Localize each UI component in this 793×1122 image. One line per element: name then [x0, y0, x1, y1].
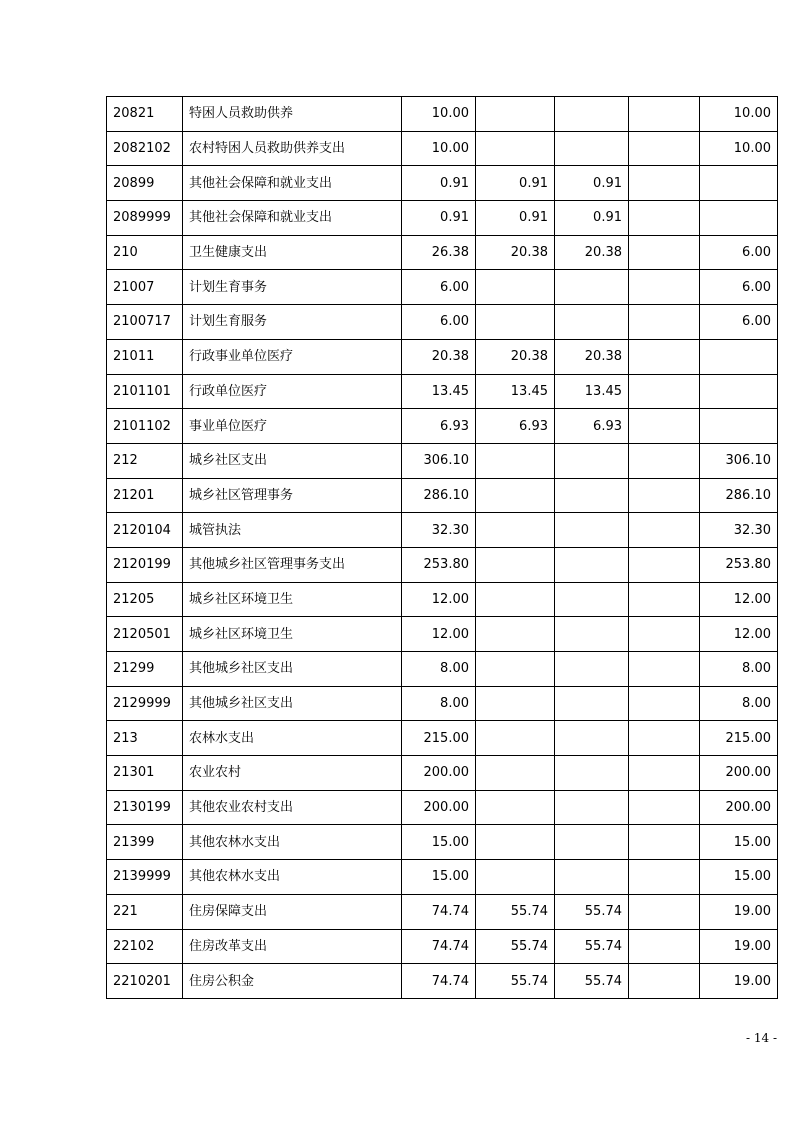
cell-total: 74.74 [402, 929, 476, 964]
cell-item-name: 计划生育事务 [183, 270, 402, 305]
cell-code: 21201 [107, 478, 183, 513]
cell-project-expenditure: 10.00 [700, 97, 778, 132]
cell-basic-expenditure [476, 825, 555, 860]
cell-code: 2120199 [107, 547, 183, 582]
cell-personnel-expenditure: 55.74 [555, 964, 629, 999]
cell-code: 20821 [107, 97, 183, 132]
cell-basic-expenditure [476, 860, 555, 895]
cell-personnel-expenditure [555, 617, 629, 652]
cell-public-expenditure [629, 964, 700, 999]
cell-public-expenditure [629, 131, 700, 166]
cell-project-expenditure: 6.00 [700, 305, 778, 340]
cell-code: 2089999 [107, 201, 183, 236]
cell-total: 74.74 [402, 964, 476, 999]
cell-personnel-expenditure [555, 756, 629, 791]
cell-total: 20.38 [402, 339, 476, 374]
cell-personnel-expenditure [555, 131, 629, 166]
cell-code: 2210201 [107, 964, 183, 999]
cell-project-expenditure: 10.00 [700, 131, 778, 166]
cell-public-expenditure [629, 443, 700, 478]
cell-total: 253.80 [402, 547, 476, 582]
table-row [107, 305, 778, 340]
cell-personnel-expenditure [555, 721, 629, 756]
cell-item-name: 城管执法 [183, 513, 402, 548]
table-row [107, 686, 778, 721]
cell-personnel-expenditure [555, 860, 629, 895]
cell-personnel-expenditure [555, 582, 629, 617]
cell-public-expenditure [629, 478, 700, 513]
cell-code: 21011 [107, 339, 183, 374]
cell-public-expenditure [629, 374, 700, 409]
cell-public-expenditure [629, 825, 700, 860]
cell-basic-expenditure [476, 652, 555, 687]
cell-total: 12.00 [402, 617, 476, 652]
table-row [107, 131, 778, 166]
cell-code: 210 [107, 235, 183, 270]
cell-public-expenditure [629, 652, 700, 687]
cell-project-expenditure: 6.00 [700, 235, 778, 270]
cell-project-expenditure: 19.00 [700, 929, 778, 964]
table-body [107, 97, 778, 999]
cell-total: 6.00 [402, 305, 476, 340]
cell-public-expenditure [629, 97, 700, 132]
cell-basic-expenditure [476, 443, 555, 478]
budget-table [106, 96, 778, 999]
cell-basic-expenditure [476, 513, 555, 548]
cell-basic-expenditure [476, 270, 555, 305]
cell-public-expenditure [629, 547, 700, 582]
cell-project-expenditure: 8.00 [700, 686, 778, 721]
page-number: - 14 - [745, 1031, 777, 1045]
cell-personnel-expenditure: 55.74 [555, 894, 629, 929]
cell-basic-expenditure [476, 131, 555, 166]
cell-basic-expenditure [476, 97, 555, 132]
cell-total: 215.00 [402, 721, 476, 756]
cell-total: 15.00 [402, 825, 476, 860]
cell-item-name: 城乡社区支出 [183, 443, 402, 478]
cell-personnel-expenditure [555, 443, 629, 478]
cell-item-name: 特困人员救助供养 [183, 97, 402, 132]
cell-basic-expenditure: 6.93 [476, 409, 555, 444]
cell-code: 21299 [107, 652, 183, 687]
cell-item-name: 城乡社区环境卫生 [183, 582, 402, 617]
cell-code: 21007 [107, 270, 183, 305]
cell-total: 8.00 [402, 652, 476, 687]
cell-project-expenditure: 19.00 [700, 964, 778, 999]
cell-total: 200.00 [402, 756, 476, 791]
cell-total: 10.00 [402, 97, 476, 132]
cell-public-expenditure [629, 409, 700, 444]
cell-code: 2101102 [107, 409, 183, 444]
cell-total: 15.00 [402, 860, 476, 895]
table-row [107, 721, 778, 756]
cell-personnel-expenditure [555, 97, 629, 132]
table-row [107, 97, 778, 132]
cell-total: 6.93 [402, 409, 476, 444]
table-row [107, 894, 778, 929]
cell-project-expenditure: 286.10 [700, 478, 778, 513]
cell-public-expenditure [629, 617, 700, 652]
cell-personnel-expenditure [555, 270, 629, 305]
cell-public-expenditure [629, 201, 700, 236]
cell-personnel-expenditure: 55.74 [555, 929, 629, 964]
cell-item-name: 行政单位医疗 [183, 374, 402, 409]
cell-item-name: 事业单位医疗 [183, 409, 402, 444]
cell-public-expenditure [629, 686, 700, 721]
cell-code: 22102 [107, 929, 183, 964]
cell-public-expenditure [629, 582, 700, 617]
cell-code: 221 [107, 894, 183, 929]
cell-item-name: 住房改革支出 [183, 929, 402, 964]
cell-project-expenditure: 19.00 [700, 894, 778, 929]
cell-item-name: 城乡社区管理事务 [183, 478, 402, 513]
cell-basic-expenditure: 55.74 [476, 964, 555, 999]
cell-item-name: 其他农林水支出 [183, 825, 402, 860]
cell-code: 21399 [107, 825, 183, 860]
cell-public-expenditure [629, 235, 700, 270]
cell-personnel-expenditure: 6.93 [555, 409, 629, 444]
cell-project-expenditure: 215.00 [700, 721, 778, 756]
cell-personnel-expenditure [555, 547, 629, 582]
table-row [107, 652, 778, 687]
cell-total: 8.00 [402, 686, 476, 721]
cell-public-expenditure [629, 305, 700, 340]
cell-item-name: 其他城乡社区管理事务支出 [183, 547, 402, 582]
cell-basic-expenditure: 13.45 [476, 374, 555, 409]
cell-total: 32.30 [402, 513, 476, 548]
cell-project-expenditure [700, 166, 778, 201]
cell-basic-expenditure [476, 790, 555, 825]
cell-code: 21301 [107, 756, 183, 791]
table-row [107, 929, 778, 964]
cell-basic-expenditure [476, 756, 555, 791]
cell-total: 0.91 [402, 201, 476, 236]
cell-public-expenditure [629, 894, 700, 929]
table-row [107, 270, 778, 305]
cell-item-name: 其他社会保障和就业支出 [183, 201, 402, 236]
cell-item-name: 住房公积金 [183, 964, 402, 999]
cell-personnel-expenditure [555, 790, 629, 825]
cell-code: 212 [107, 443, 183, 478]
cell-code: 2139999 [107, 860, 183, 895]
cell-total: 74.74 [402, 894, 476, 929]
cell-project-expenditure: 306.10 [700, 443, 778, 478]
cell-project-expenditure: 6.00 [700, 270, 778, 305]
cell-basic-expenditure [476, 582, 555, 617]
table-row [107, 235, 778, 270]
table-row [107, 790, 778, 825]
table-row [107, 582, 778, 617]
cell-basic-expenditure: 0.91 [476, 166, 555, 201]
cell-project-expenditure: 200.00 [700, 790, 778, 825]
cell-code: 2120501 [107, 617, 183, 652]
table-row [107, 825, 778, 860]
cell-total: 0.91 [402, 166, 476, 201]
cell-total: 10.00 [402, 131, 476, 166]
cell-project-expenditure: 15.00 [700, 860, 778, 895]
cell-basic-expenditure [476, 305, 555, 340]
cell-basic-expenditure [476, 686, 555, 721]
cell-public-expenditure [629, 166, 700, 201]
cell-personnel-expenditure [555, 478, 629, 513]
cell-basic-expenditure: 20.38 [476, 339, 555, 374]
cell-code: 213 [107, 721, 183, 756]
cell-personnel-expenditure [555, 825, 629, 860]
cell-basic-expenditure: 20.38 [476, 235, 555, 270]
table-row [107, 756, 778, 791]
cell-code: 2101101 [107, 374, 183, 409]
cell-total: 13.45 [402, 374, 476, 409]
cell-personnel-expenditure: 13.45 [555, 374, 629, 409]
cell-item-name: 农村特困人员救助供养支出 [183, 131, 402, 166]
cell-project-expenditure [700, 339, 778, 374]
cell-total: 286.10 [402, 478, 476, 513]
cell-item-name: 城乡社区环境卫生 [183, 617, 402, 652]
table-row [107, 409, 778, 444]
cell-personnel-expenditure: 0.91 [555, 166, 629, 201]
cell-personnel-expenditure: 20.38 [555, 339, 629, 374]
cell-total: 200.00 [402, 790, 476, 825]
cell-public-expenditure [629, 270, 700, 305]
cell-code: 2130199 [107, 790, 183, 825]
cell-basic-expenditure: 0.91 [476, 201, 555, 236]
table-row [107, 860, 778, 895]
table-row [107, 617, 778, 652]
cell-basic-expenditure [476, 547, 555, 582]
cell-item-name: 住房保障支出 [183, 894, 402, 929]
cell-project-expenditure [700, 409, 778, 444]
cell-basic-expenditure [476, 617, 555, 652]
cell-public-expenditure [629, 929, 700, 964]
cell-public-expenditure [629, 756, 700, 791]
cell-total: 12.00 [402, 582, 476, 617]
table-row [107, 443, 778, 478]
cell-public-expenditure [629, 513, 700, 548]
table-row [107, 478, 778, 513]
cell-project-expenditure: 12.00 [700, 617, 778, 652]
cell-item-name: 其他城乡社区支出 [183, 652, 402, 687]
cell-total: 26.38 [402, 235, 476, 270]
cell-project-expenditure: 8.00 [700, 652, 778, 687]
cell-item-name: 行政事业单位医疗 [183, 339, 402, 374]
cell-item-name: 卫生健康支出 [183, 235, 402, 270]
table-row [107, 339, 778, 374]
cell-basic-expenditure: 55.74 [476, 894, 555, 929]
cell-code: 2129999 [107, 686, 183, 721]
table-row [107, 547, 778, 582]
cell-project-expenditure: 15.00 [700, 825, 778, 860]
cell-project-expenditure [700, 201, 778, 236]
cell-total: 306.10 [402, 443, 476, 478]
cell-code: 2100717 [107, 305, 183, 340]
cell-public-expenditure [629, 860, 700, 895]
cell-public-expenditure [629, 721, 700, 756]
cell-basic-expenditure [476, 721, 555, 756]
cell-item-name: 其他社会保障和就业支出 [183, 166, 402, 201]
cell-project-expenditure: 253.80 [700, 547, 778, 582]
cell-code: 2082102 [107, 131, 183, 166]
cell-basic-expenditure: 55.74 [476, 929, 555, 964]
cell-personnel-expenditure [555, 686, 629, 721]
cell-item-name: 计划生育服务 [183, 305, 402, 340]
cell-total: 6.00 [402, 270, 476, 305]
cell-item-name: 其他农林水支出 [183, 860, 402, 895]
table-row [107, 166, 778, 201]
cell-item-name: 农业农村 [183, 756, 402, 791]
cell-public-expenditure [629, 790, 700, 825]
cell-project-expenditure [700, 374, 778, 409]
cell-project-expenditure: 200.00 [700, 756, 778, 791]
cell-personnel-expenditure [555, 513, 629, 548]
table-row [107, 964, 778, 999]
cell-item-name: 农林水支出 [183, 721, 402, 756]
cell-item-name: 其他城乡社区支出 [183, 686, 402, 721]
cell-code: 20899 [107, 166, 183, 201]
cell-personnel-expenditure [555, 305, 629, 340]
cell-code: 21205 [107, 582, 183, 617]
cell-project-expenditure: 12.00 [700, 582, 778, 617]
cell-project-expenditure: 32.30 [700, 513, 778, 548]
cell-basic-expenditure [476, 478, 555, 513]
cell-public-expenditure [629, 339, 700, 374]
table-row [107, 513, 778, 548]
cell-item-name: 其他农业农村支出 [183, 790, 402, 825]
cell-personnel-expenditure: 0.91 [555, 201, 629, 236]
cell-code: 2120104 [107, 513, 183, 548]
table-row [107, 201, 778, 236]
cell-personnel-expenditure [555, 652, 629, 687]
cell-personnel-expenditure: 20.38 [555, 235, 629, 270]
table-row [107, 374, 778, 409]
